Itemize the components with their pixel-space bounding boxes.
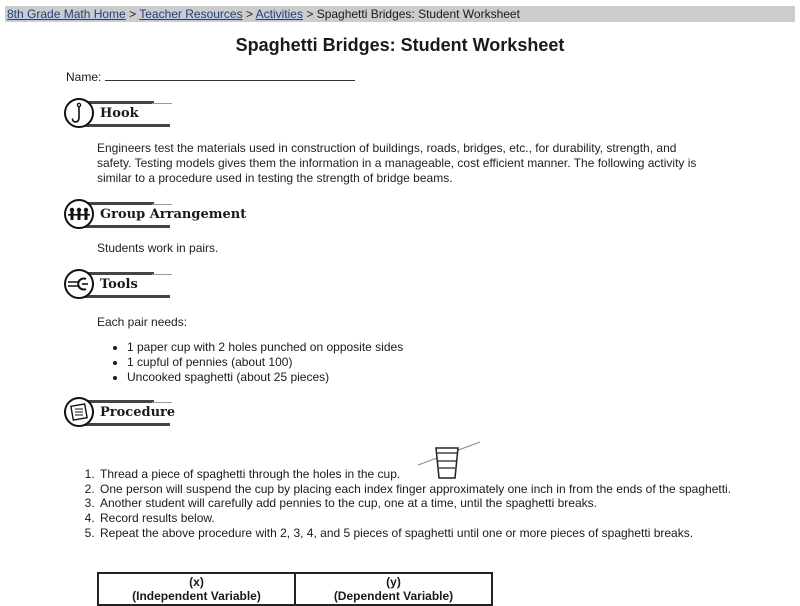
fish-hook-icon <box>64 98 94 128</box>
wrench-icon <box>64 269 94 299</box>
column-label-dependent: (Dependent Variable) <box>333 589 454 603</box>
breadcrumb-current: Spaghetti Bridges: Student Worksheet <box>316 7 520 21</box>
procedure-step: 4. Record results below. <box>98 511 758 526</box>
section-header-group-arrangement <box>64 199 247 231</box>
list-item: • 1 paper cup with 2 holes punched on opposite sides <box>127 340 403 355</box>
procedure-steps <box>78 467 758 541</box>
checklist-icon <box>64 397 94 427</box>
group-text: Students work in pairs. <box>97 241 219 255</box>
section-heading-procedure: Procedure <box>100 405 176 420</box>
breadcrumb-separator: > <box>129 7 137 21</box>
list-item: • Uncooked spaghetti (about 25 pieces) <box>127 370 403 385</box>
column-label-independent: (Independent Variable) <box>132 589 261 603</box>
name-label: Name: <box>66 70 102 84</box>
breadcrumb-link-activities[interactable]: Activities <box>255 7 303 21</box>
breadcrumb-link-home[interactable]: 8th Grade Math Home <box>7 7 126 21</box>
column-variable-y: (y) <box>386 575 401 589</box>
name-blank-line <box>105 69 355 81</box>
column-header-x <box>98 573 295 605</box>
breadcrumb-separator: > <box>306 7 314 21</box>
column-header-y <box>295 573 492 605</box>
breadcrumb-separator: > <box>245 7 253 21</box>
section-header-procedure <box>64 397 244 429</box>
section-heading-tools: Tools <box>100 277 138 292</box>
procedure-step: 3. Another student will carefully add pennies to the cup, one at a time, until the spaghetti breaks. <box>98 496 758 511</box>
tools-intro: Each pair needs: <box>97 315 188 329</box>
list-item: • 1 cupful of pennies (about 100) <box>127 355 403 370</box>
tools-list <box>97 340 403 385</box>
procedure-step: 1. Thread a piece of spaghetti through the holes in the cup. <box>98 467 758 482</box>
section-header-tools <box>64 269 244 301</box>
section-heading-hook: Hook <box>100 106 139 121</box>
page-title: Spaghetti Bridges: Student Worksheet <box>235 35 565 55</box>
people-group-icon <box>64 199 94 229</box>
name-field-row <box>66 69 355 84</box>
breadcrumb-link-teacher-resources[interactable]: Teacher Resources <box>139 7 243 21</box>
column-variable-x: (x) <box>189 575 204 589</box>
procedure-step: 2. One person will suspend the cup by placing each index finger approximately one inch in from the ends of the spaghetti. <box>98 482 758 497</box>
section-heading-group-arrangement: Group Arrangement <box>100 207 247 222</box>
breadcrumb <box>5 6 795 22</box>
procedure-step: 5. Repeat the above procedure with 2, 3, 4, and 5 pieces of spaghetti until one or more pieces of spaghetti breaks. <box>98 526 758 541</box>
results-table <box>97 572 493 606</box>
hook-text: Engineers test the materials used in construction of buildings, roads, bridges, etc., for durability, strength, and safety. Testing models gives them the information in a manageable, cost efficient manner. The following activity is similar to a procedure used in testing the strength of bridge beams. <box>97 141 697 185</box>
section-header-hook <box>64 98 244 130</box>
